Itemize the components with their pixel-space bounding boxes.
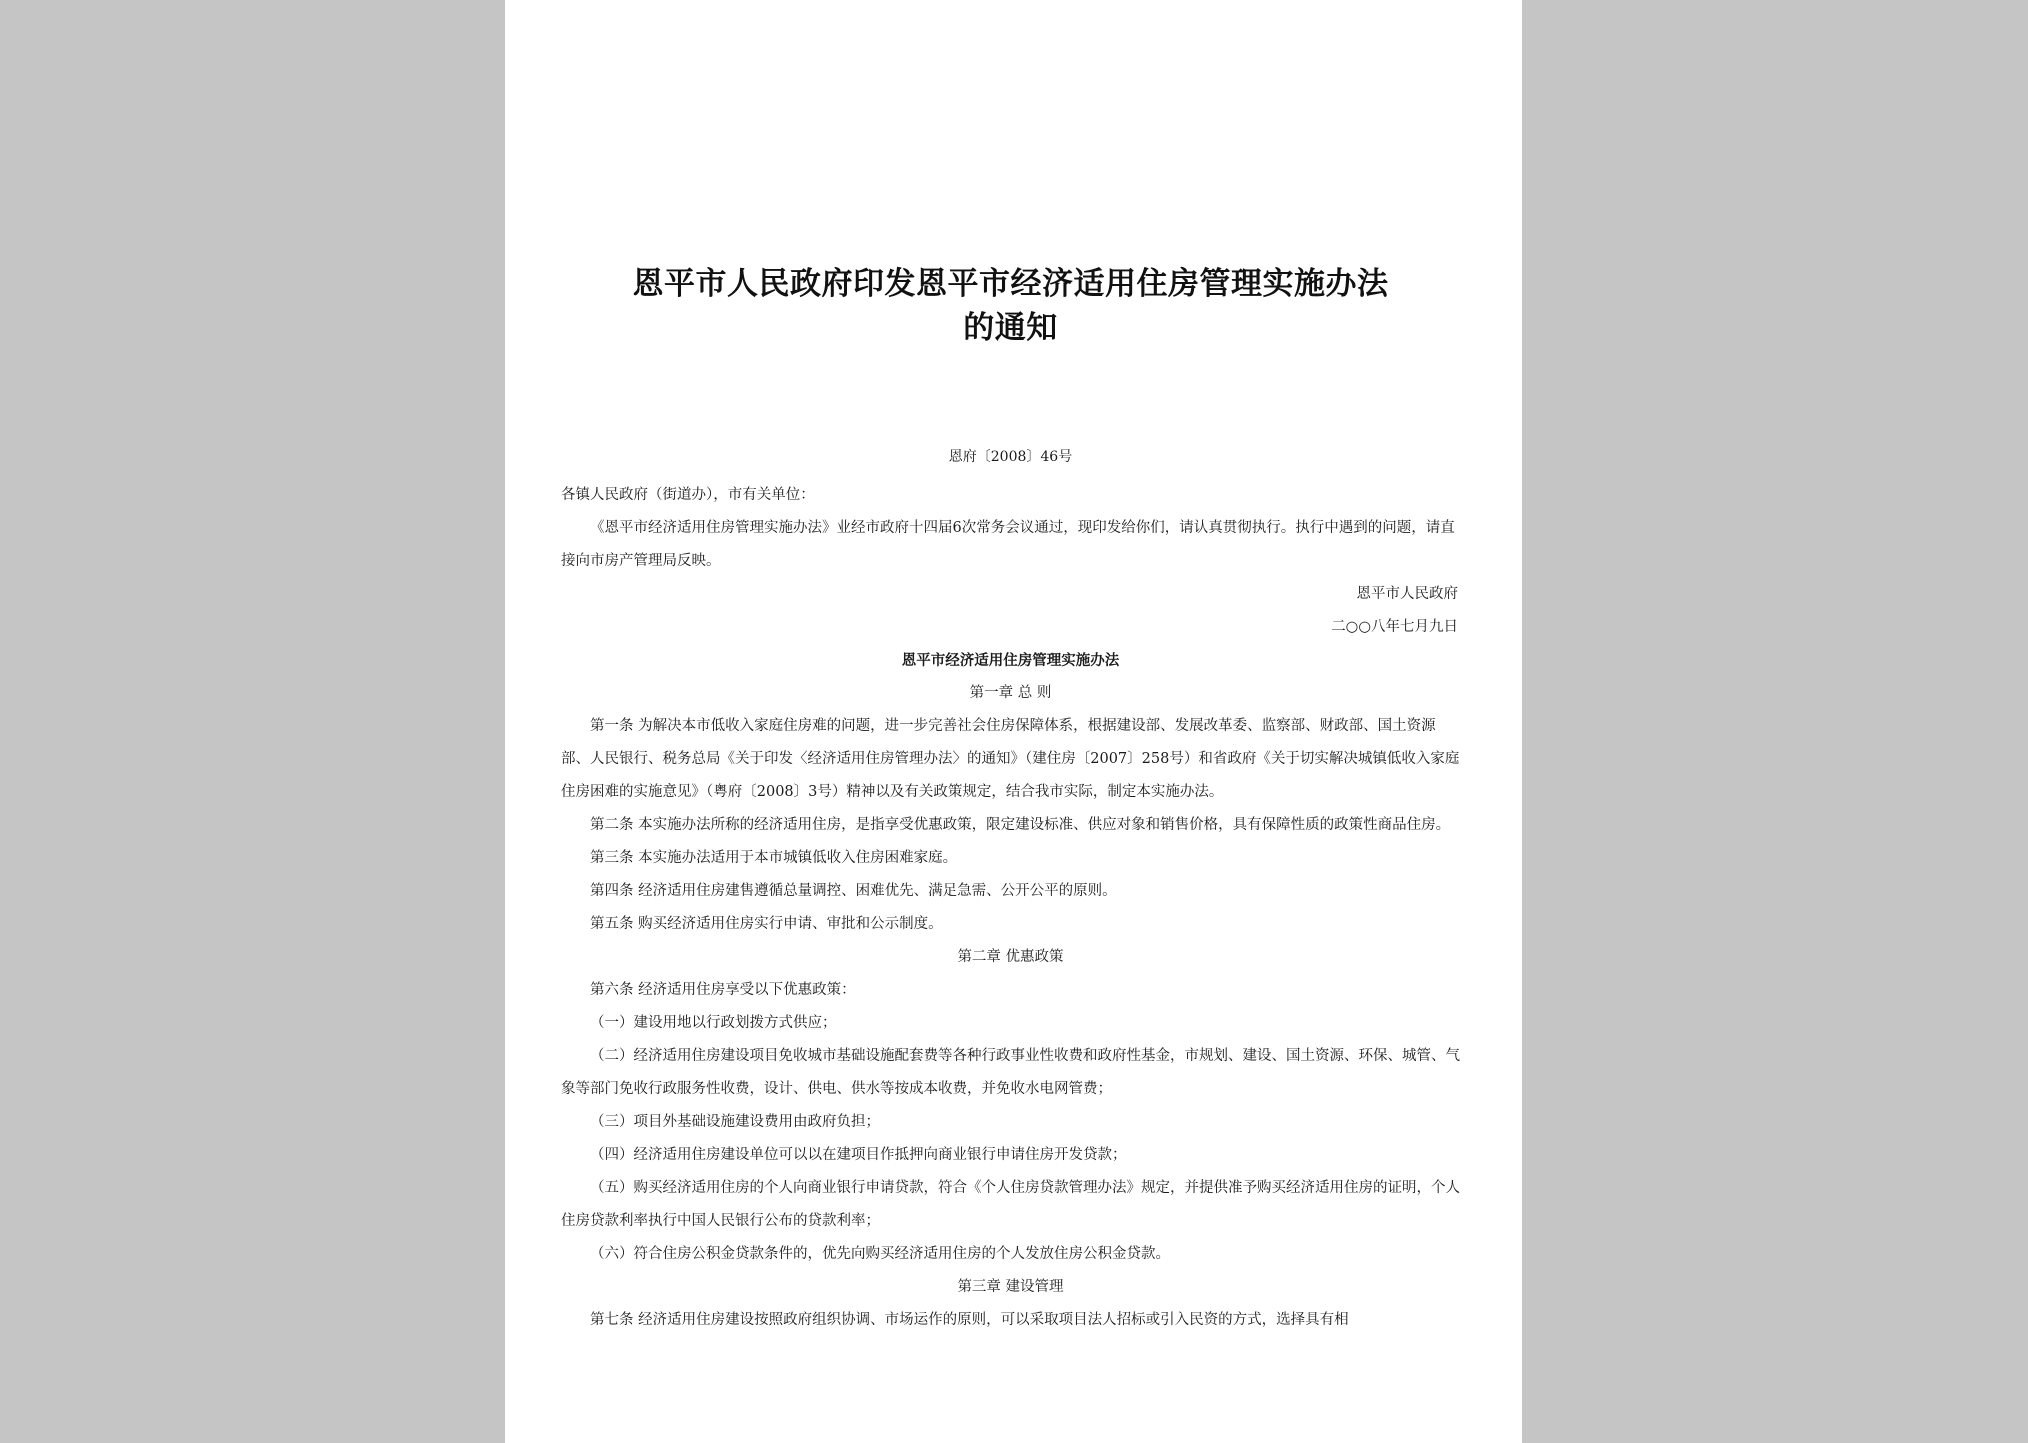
chapter-1-heading: 第一章 总 则: [969, 685, 1052, 701]
article-4: 第四条 经济适用住房建售遵循总量调控、困难优先、满足急需、公开公平的原则。: [590, 883, 1117, 899]
document-body: [561, 479, 1460, 1337]
salutation: 各镇人民政府（街道办），市有关单位：: [561, 487, 815, 503]
article-5: 第五条 购买经济适用住房实行申请、审批和公示制度。: [590, 916, 943, 932]
chapter-2-heading: 第二章 优惠政策: [957, 949, 1064, 965]
article-6-item-1: （一）建设用地以行政划拨方式供应；: [590, 1015, 837, 1031]
article-6-item-3: （三）项目外基础设施建设费用由政府负担；: [590, 1114, 880, 1130]
intro-paragraph: 《恩平市经济适用住房管理实施办法》业经市政府十四届6次常务会议通过，现印发给你们，请认真贯彻执行。执行中遇到的问题，请直接向市房产管理局反映。: [561, 520, 1455, 569]
document-title: [561, 262, 1460, 350]
article-2: 第二条 本实施办法所称的经济适用住房，是指享受优惠政策，限定建设标准、供应对象和销售价格，具有保障性质的政策性商品住房。: [590, 817, 1451, 833]
title-line-1: 恩平市人民政府印发恩平市经济适用住房管理实施办法: [632, 266, 1389, 302]
issue-date: 二○○八年七月九日: [1331, 619, 1458, 635]
measures-title: 恩平市经济适用住房管理实施办法: [901, 652, 1120, 669]
title-line-2: 的通知: [963, 310, 1058, 346]
chapter-3-heading: 第三章 建设管理: [957, 1279, 1064, 1295]
article-6: 第六条 经济适用住房享受以下优惠政策：: [590, 982, 856, 998]
article-6-item-2: （二）经济适用住房建设项目免收城市基础设施配套费等各种行政事业性收费和政府性基金，市规划、建设、国土资源、环保、城管、气象等部门免收行政服务性收费，设计、供电、供水等按成本收费，并免收水电网管费；: [561, 1048, 1460, 1097]
article-7: 第七条 经济适用住房建设按照政府组织协调、市场运作的原则，可以采取项目法人招标或引入民资的方式，选择具有相: [590, 1312, 1349, 1328]
document-number: 恩府〔2008〕46号: [948, 449, 1073, 465]
article-6-item-4: （四）经济适用住房建设单位可以以在建项目作抵押向商业银行申请住房开发贷款；: [590, 1147, 1127, 1163]
article-1: 第一条 为解决本市低收入家庭住房难的问题，进一步完善社会住房保障体系，根据建设部、发展改革委、监察部、财政部、国土资源部、人民银行、税务总局《关于印发〈经济适用住房管理办法〉的通知》（建住房〔2007〕258号）和省政府《关于切实解决城镇低收入家庭住房困难的实施意见》（粤府〔2008〕3号）精神以及有关政策规定，结合我市实际，制定本实施办法。: [561, 718, 1460, 800]
document-page: [505, 0, 1522, 1443]
issuer-signature: 恩平市人民政府: [1356, 586, 1458, 602]
article-3: 第三条 本实施办法适用于本市城镇低收入住房困难家庭。: [590, 850, 958, 866]
article-6-item-5: （五）购买经济适用住房的个人向商业银行申请贷款，符合《个人住房贷款管理办法》规定，并提供准予购买经济适用住房的证明，个人住房贷款利率执行中国人民银行公布的贷款利率；: [561, 1180, 1460, 1229]
article-6-item-6: （六）符合住房公积金贷款条件的，优先向购买经济适用住房的个人发放住房公积金贷款。: [590, 1246, 1170, 1262]
